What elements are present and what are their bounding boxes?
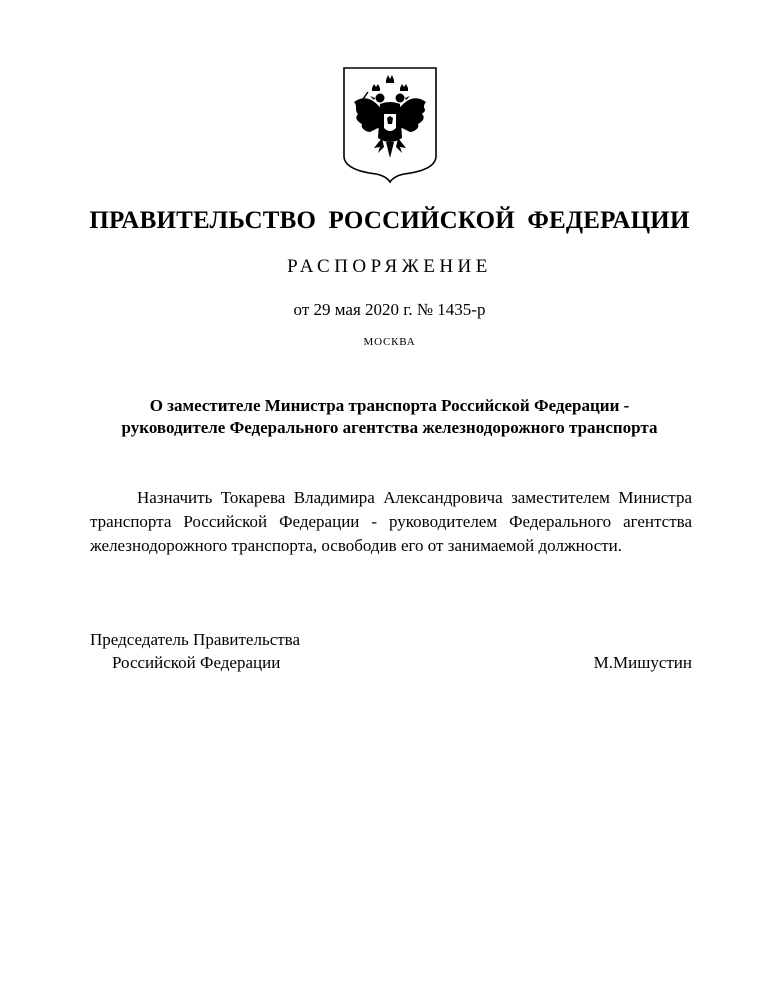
signatory-position-line: Российской Федерации <box>112 653 281 672</box>
russian-coat-of-arms-icon <box>342 66 438 184</box>
signatory-position <box>90 628 300 674</box>
document-date-number: от 29 мая 2020 г. № 1435-р <box>293 300 486 319</box>
document-body: Назначить Токарева Владимира Александровича заместителем Министра транспорта Российской Федерации - руководителем Федерального агентства железнодорожного транспорта, освободив его от занимаемой должности. <box>90 488 692 555</box>
subject-line: руководителе Федерального агентства железнодорожного транспорта <box>121 418 658 437</box>
subject-line: О заместителе Министра транспорта Российской Федерации - <box>149 396 630 415</box>
signatory-position-line: Председатель Правительства <box>90 630 301 649</box>
government-title: ПРАВИТЕЛЬСТВО РОССИЙСКОЙ ФЕДЕРАЦИИ <box>89 207 690 234</box>
document-city: МОСКВА <box>363 336 416 348</box>
signatory-name: М.Мишустин <box>593 653 692 672</box>
document-subject <box>60 395 719 439</box>
document-type: РАСПОРЯЖЕНИЕ <box>287 256 492 277</box>
